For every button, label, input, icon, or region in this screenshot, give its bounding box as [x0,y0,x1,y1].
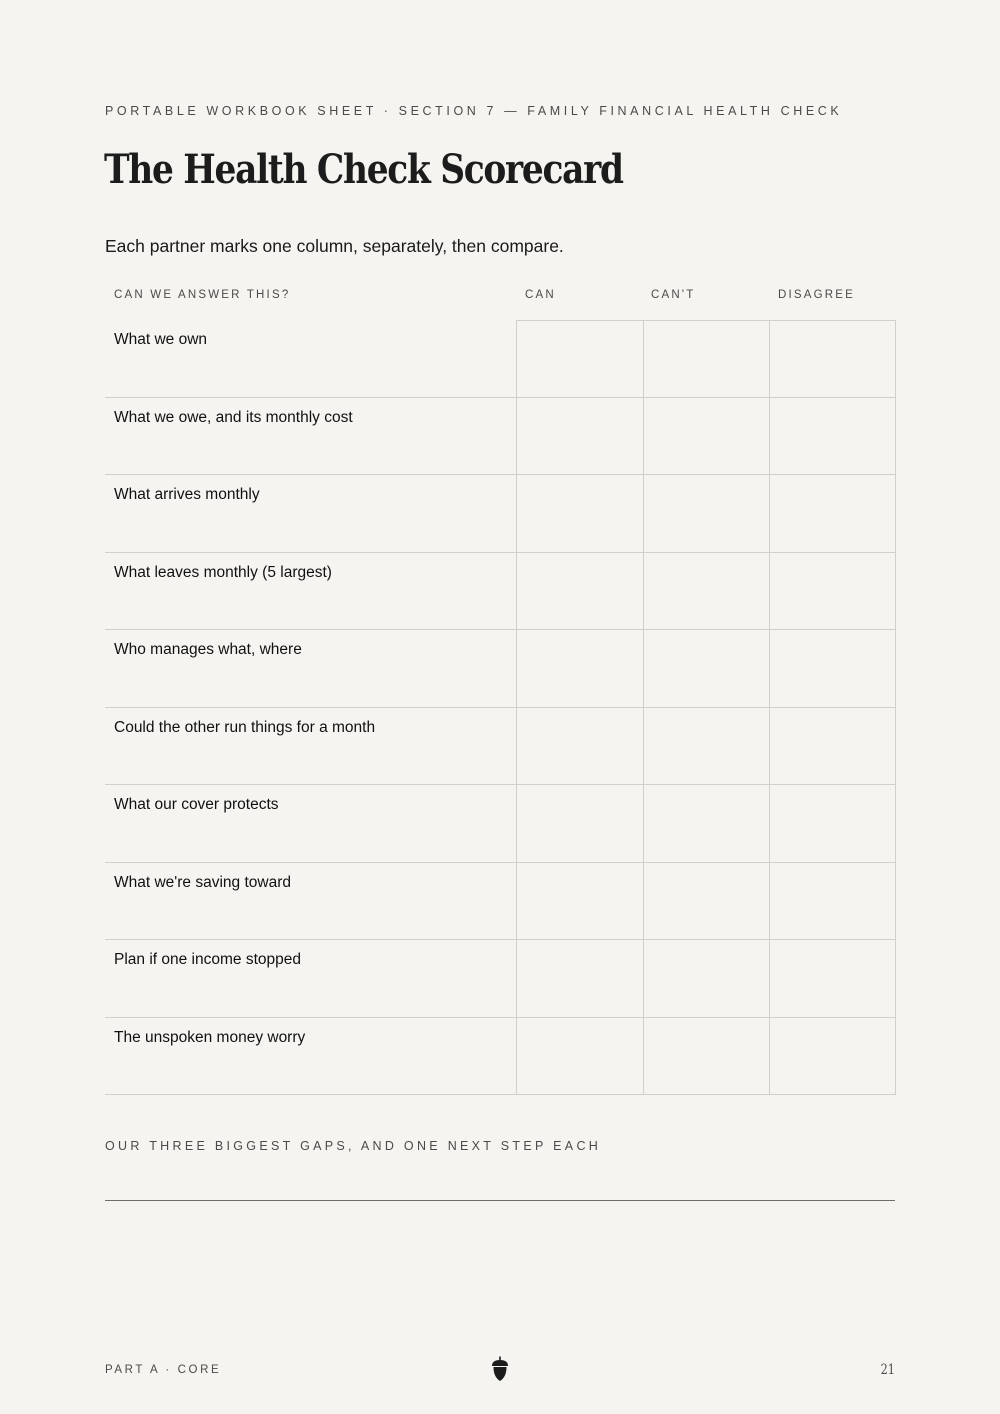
mark-cell-cant[interactable] [643,320,770,398]
gaps-writing-line[interactable] [105,1200,895,1201]
column-header-cant: CAN'T [651,289,696,301]
question-column-header: CAN WE ANSWER THIS? [114,289,291,301]
mark-cell-can[interactable] [516,1018,643,1096]
mark-cell-disagree[interactable] [769,785,896,863]
mark-cell-cant[interactable] [643,398,770,476]
mark-cell-can[interactable] [516,708,643,786]
mark-cell-disagree[interactable] [769,630,896,708]
mark-cell-cant[interactable] [643,708,770,786]
scorecard-table [105,320,895,1095]
mark-cell-cant[interactable] [643,940,770,1018]
table-row [105,320,895,398]
table-row [105,475,895,553]
mark-cell-disagree[interactable] [769,320,896,398]
mark-cell-disagree[interactable] [769,475,896,553]
mark-cell-cant[interactable] [643,630,770,708]
mark-cell-disagree[interactable] [769,863,896,941]
mark-cell-disagree[interactable] [769,398,896,476]
table-row [105,398,895,476]
footer-part-label: PART A · CORE [105,1364,222,1376]
table-row [105,785,895,863]
mark-cell-disagree[interactable] [769,940,896,1018]
mark-cell-cant[interactable] [643,863,770,941]
mark-cell-can[interactable] [516,553,643,631]
row-question: Who manages what, where [114,641,302,658]
table-row [105,708,895,786]
page-title: The Health Check Scorecard [104,146,623,193]
mark-cell-can[interactable] [516,475,643,553]
table-row [105,630,895,708]
row-question: The unspoken money worry [114,1028,306,1046]
table-row [105,553,895,631]
mark-cell-cant[interactable] [643,475,770,553]
mark-cell-can[interactable] [516,785,643,863]
table-row [105,863,895,941]
page-number: 21 [880,1362,895,1378]
acorn-icon [490,1356,510,1382]
row-question: Could the other run things for a month [114,718,376,736]
mark-cell-cant[interactable] [643,553,770,631]
row-question: What we own [114,331,208,348]
mark-cell-can[interactable] [516,863,643,941]
row-question: Plan if one income stopped [114,951,301,968]
mark-cell-disagree[interactable] [769,553,896,631]
row-question: What we're saving toward [114,873,291,891]
mark-cell-cant[interactable] [643,785,770,863]
table-row [105,940,895,1018]
column-header-disagree: DISAGREE [778,289,856,301]
mark-cell-can[interactable] [516,320,643,398]
mark-cell-can[interactable] [516,398,643,476]
column-header-can: CAN [525,289,556,301]
mark-cell-disagree[interactable] [769,708,896,786]
intro-text: Each partner marks one column, separately, then compare. [105,236,564,256]
mark-cell-can[interactable] [516,940,643,1018]
row-question: What we owe, and its monthly cost [114,408,353,426]
table-row [105,1018,895,1096]
row-question: What leaves monthly (5 largest) [114,563,332,581]
mark-cell-disagree[interactable] [769,1018,896,1096]
gaps-label: OUR THREE BIGGEST GAPS, AND ONE NEXT STEP EACH [105,1139,602,1153]
section-eyebrow: PORTABLE WORKBOOK SHEET · SECTION 7 — FAMILY FINANCIAL HEALTH CHECK [105,104,843,118]
row-question: What arrives monthly [114,486,260,503]
row-question: What our cover protects [114,796,279,813]
mark-cell-cant[interactable] [643,1018,770,1096]
mark-cell-can[interactable] [516,630,643,708]
